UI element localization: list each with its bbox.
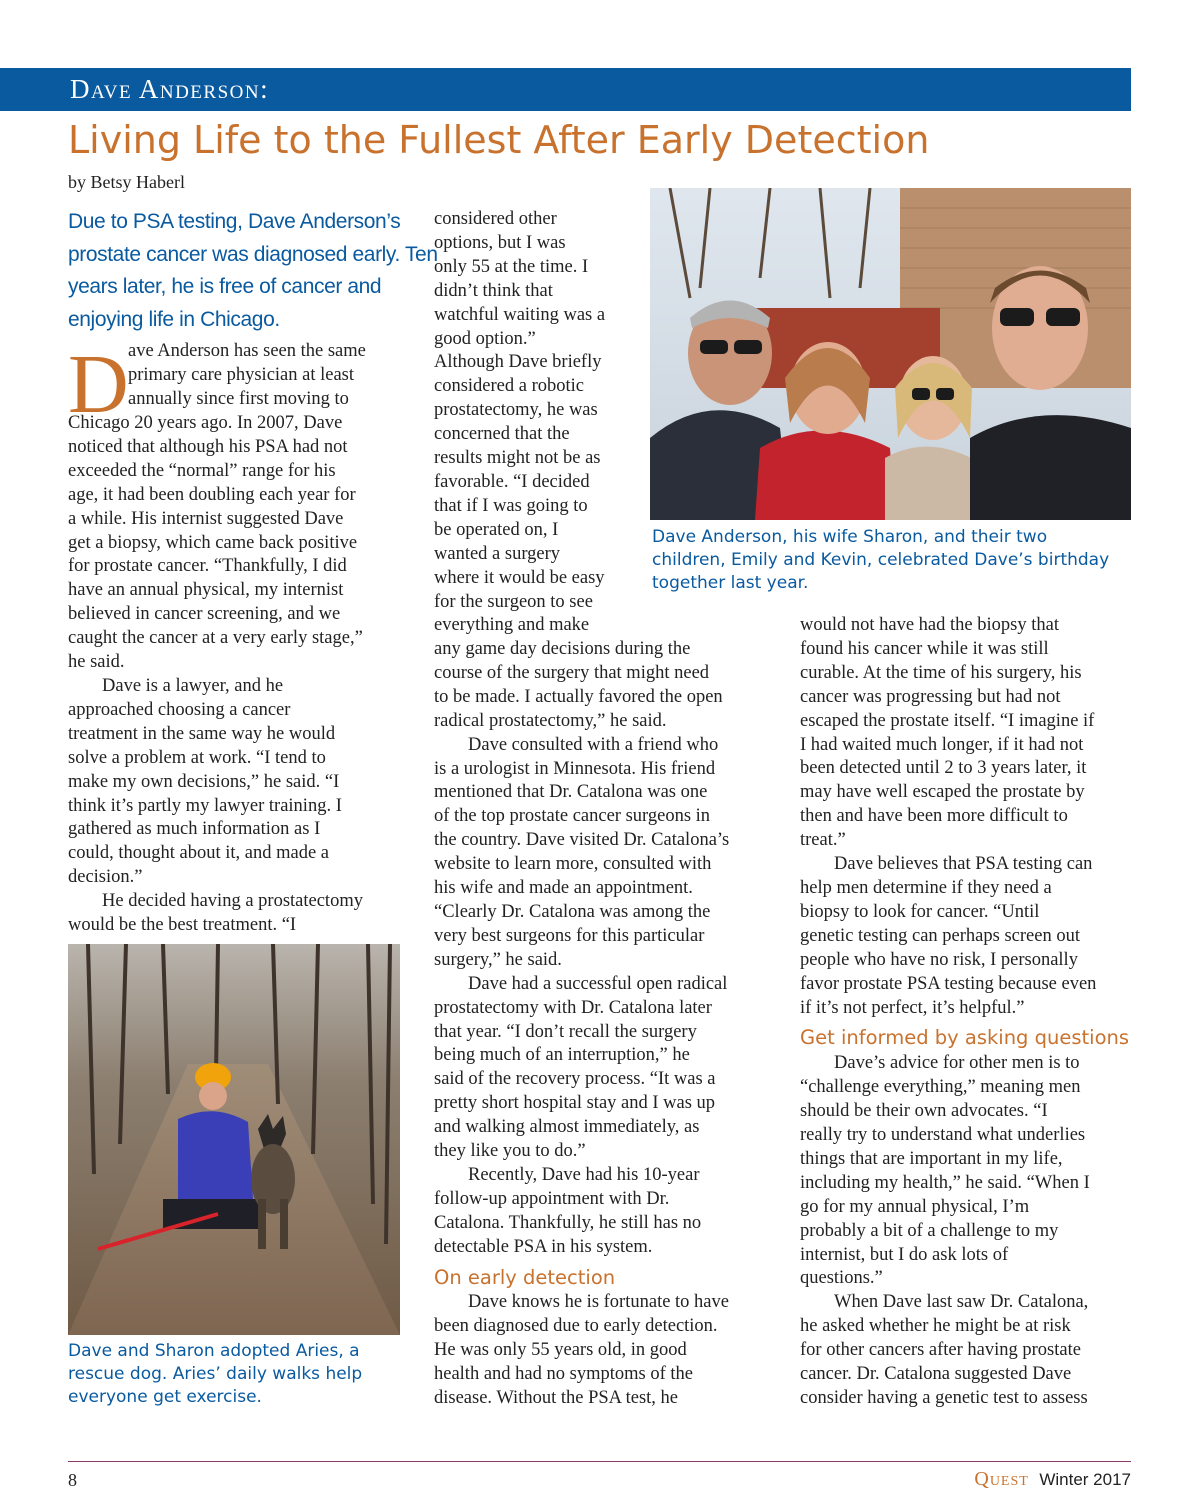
text-line: “Clearly Dr. Catalona was among the — [434, 901, 711, 922]
text-line: they like you to do.” — [434, 1141, 586, 1162]
caption-line: everyone get exercise. — [68, 1387, 262, 1407]
text-line: only 55 at the time. I — [434, 256, 589, 277]
text-line: curable. At the time of his surgery, his — [800, 662, 1082, 683]
section-title: Dave Anderson: — [70, 74, 270, 104]
text-line: escaped the prostate itself. “I imagine if — [800, 710, 1095, 731]
text-line: options, but I was — [434, 232, 566, 253]
byline: by Betsy Haberl — [68, 172, 185, 192]
text-line: any game day decisions during the — [434, 639, 691, 659]
text-line: would not have had the biopsy that — [800, 615, 1059, 635]
text-line: think it’s partly my lawyer training. I — [68, 795, 342, 816]
text-line: make my own decisions,” he said. “I — [68, 771, 340, 792]
text-line: considered other — [434, 209, 557, 229]
article-deck — [68, 206, 438, 336]
text-line: He decided having a prostatectomy — [102, 891, 363, 912]
text-line: could, thought about it, and made a — [68, 843, 329, 864]
text-line: to be made. I actually favored the open — [434, 686, 723, 707]
text-line: said of the recovery process. “It was a — [434, 1069, 716, 1090]
text-line: watchful waiting was a — [434, 304, 606, 325]
text-line: concerned that the — [434, 424, 570, 445]
text-line: wanted a surgery — [434, 543, 561, 564]
text-line: he asked whether he might be at risk — [800, 1316, 1071, 1337]
issue-info — [974, 1468, 1131, 1491]
text-line: health and had no symptoms of the — [434, 1364, 693, 1385]
text-line: detectable PSA in his system. — [434, 1236, 653, 1257]
text-line: Dave is a lawyer, and he — [102, 675, 284, 696]
text-line: Although Dave briefly — [434, 352, 602, 373]
text-line: I had waited much longer, if it had not — [800, 734, 1084, 755]
page-number: 8 — [68, 1470, 77, 1490]
text-line: Dave knows he is fortunate to have — [468, 1292, 729, 1313]
text-line: cancer. Dr. Catalona suggested Dave — [800, 1364, 1072, 1385]
text-line: results might not be as — [434, 448, 601, 469]
text-line: where it would be easy — [434, 567, 605, 588]
drop-cap: D — [68, 338, 129, 431]
text-line: caught the cancer at a very early stage,” — [68, 628, 363, 649]
text-line: When Dave last saw Dr. Catalona, — [834, 1292, 1089, 1313]
text-line: that year. “I don’t recall the surgery — [434, 1021, 697, 1042]
text-line: considered a robotic — [434, 376, 584, 397]
text-line: everything and make — [434, 615, 590, 636]
text-line: cancer was progressing but had not — [800, 686, 1061, 707]
text-line: the country. Dave visited Dr. Catalona’s — [434, 830, 730, 851]
text-line: that if I was going to — [434, 495, 588, 516]
text-line: He was only 55 years old, in good — [434, 1340, 687, 1361]
text-line: good option.” — [434, 328, 536, 349]
text-line: exceeded the “normal” range for his — [68, 460, 336, 481]
text-line: people who have no risk, I personally — [800, 949, 1078, 970]
text-line: mentioned that Dr. Catalona was one — [434, 782, 708, 803]
text-line: his wife and made an appointment. — [434, 878, 693, 899]
issue-date: Winter 2017 — [1039, 1470, 1131, 1489]
subhead-get-informed: Get informed by asking questions — [800, 1026, 1130, 1050]
text-line: would be the best treatment. “I — [68, 915, 297, 936]
text-line: noticed that although his PSA had not — [68, 436, 348, 457]
text-line: primary care physician at least — [128, 364, 355, 385]
text-line: for other cancers after having prostate — [800, 1340, 1081, 1361]
magazine-name: Quest — [974, 1468, 1029, 1490]
article-headline: Living Life to the Fullest After Early Detection — [68, 118, 930, 162]
column-3-body — [800, 614, 1131, 1411]
text-line: Chicago 20 years ago. In 2007, Dave — [68, 413, 343, 433]
text-line: Dave’s advice for other men is to — [834, 1053, 1080, 1074]
text-line: help men determine if they need a — [800, 877, 1052, 898]
text-line: Recently, Dave had his 10-year — [468, 1164, 700, 1185]
text-line: then and have been more difficult to — [800, 806, 1068, 827]
text-line: decision.” — [68, 867, 143, 888]
text-line: treat.” — [800, 830, 846, 851]
text-line: including my health,” he said. “When I — [800, 1172, 1090, 1193]
caption-line: Dave Anderson, his wife Sharon, and their two — [652, 527, 1048, 547]
text-line: have an annual physical, my internist — [68, 580, 344, 601]
text-line: follow-up appointment with Dr. — [434, 1188, 670, 1209]
text-line: radical prostatectomy,” he said. — [434, 710, 667, 731]
text-line: get a biopsy, which came back positive — [68, 532, 358, 553]
deck-line: Due to PSA testing, Dave Anderson’s — [68, 210, 401, 233]
text-line: treatment in the same way he would — [68, 723, 336, 744]
text-line: solve a problem at work. “I tend to — [68, 747, 326, 768]
text-line: of the top prostate cancer surgeons in — [434, 806, 711, 827]
text-line: is a urologist in Minnesota. His friend — [434, 758, 716, 779]
text-line: didn’t think that — [434, 280, 553, 301]
text-line: biopsy to look for cancer. “Until — [800, 901, 1040, 922]
family-photo-caption — [652, 526, 1131, 595]
text-line: questions.” — [800, 1268, 883, 1289]
text-line: should be their own advocates. “I — [800, 1101, 1048, 1122]
text-line: things that are important in my life, — [800, 1148, 1063, 1169]
text-line: and walking almost immediately, as — [434, 1117, 700, 1138]
text-line: course of the surgery that might need — [434, 662, 710, 683]
text-line: Dave consulted with a friend who — [468, 734, 719, 755]
text-line: favorable. “I decided — [434, 471, 590, 492]
text-line: consider having a genetic test to assess — [800, 1388, 1088, 1408]
text-line: if it’s not perfect, it’s helpful.” — [800, 997, 1025, 1018]
column-2-body — [434, 638, 774, 1411]
text-line: be operated on, I — [434, 519, 559, 540]
family-photo — [650, 188, 1131, 520]
text-line: website to learn more, consulted with — [434, 854, 712, 875]
text-line: ave Anderson has seen the same — [128, 341, 366, 361]
text-line: go for my annual physical, I’m — [800, 1196, 1030, 1217]
text-line: believed in cancer screening, and we — [68, 604, 341, 625]
caption-line: rescue dog. Aries’ daily walks help — [68, 1364, 363, 1384]
deck-line: years later, he is free of cancer and — [68, 275, 382, 298]
text-line: very best surgeons for this particular — [434, 925, 705, 946]
text-line: found his cancer while it was still — [800, 638, 1049, 659]
text-line: disease. Without the PSA test, he — [434, 1388, 679, 1409]
text-line: internist, but I do ask lots of — [800, 1244, 1009, 1265]
column-1-body — [68, 412, 418, 938]
text-line: for prostate cancer. “Thankfully, I did — [68, 556, 347, 577]
text-line: “challenge everything,” meaning men — [800, 1077, 1081, 1098]
text-line: being much of an interruption,” he — [434, 1045, 690, 1066]
text-line: really try to understand what underlies — [800, 1125, 1086, 1146]
text-line: age, it had been doubling each year for — [68, 484, 356, 505]
dog-walk-photo — [68, 944, 400, 1335]
text-line: pretty short hospital stay and I was up — [434, 1093, 716, 1114]
caption-line: Dave and Sharon adopted Aries, a — [68, 1341, 360, 1361]
column-2-narrow — [434, 208, 634, 638]
dog-walk-image — [68, 944, 400, 1335]
text-line: been diagnosed due to early detection. — [434, 1316, 718, 1337]
text-line: a while. His internist suggested Dave — [68, 508, 344, 529]
text-line: genetic testing can perhaps screen out — [800, 925, 1080, 946]
column-1-lead — [128, 340, 418, 412]
text-line: he said. — [68, 652, 125, 673]
subhead-early-detection: On early detection — [434, 1265, 616, 1289]
caption-line: children, Emily and Kevin, celebrated Dave’s birthday — [652, 550, 1110, 570]
text-line: annually since first moving to — [128, 388, 349, 409]
family-image — [650, 188, 1131, 520]
footer-divider — [68, 1461, 1131, 1462]
deck-line: prostate cancer was diagnosed early. Ten — [68, 242, 438, 266]
caption-line: together last year. — [652, 573, 809, 593]
text-line: prostatectomy, he was — [434, 400, 598, 421]
text-line: prostatectomy with Dr. Catalona later — [434, 997, 712, 1018]
text-line: surgery,” he said. — [434, 949, 562, 970]
text-line: approached choosing a cancer — [68, 699, 291, 720]
text-line: gathered as much information as I — [68, 819, 321, 840]
text-line: been detected until 2 to 3 years later, it — [800, 758, 1087, 779]
text-line: favor prostate PSA testing because even — [800, 973, 1097, 994]
text-line: for the surgeon to see — [434, 591, 593, 612]
section-banner — [0, 68, 1131, 111]
dog-photo-caption — [68, 1340, 408, 1409]
text-line: may have well escaped the prostate by — [800, 782, 1085, 803]
text-line: Dave had a successful open radical — [468, 973, 728, 994]
text-line: probably a bit of a challenge to my — [800, 1220, 1059, 1241]
text-line: Catalona. Thankfully, he still has no — [434, 1212, 702, 1233]
text-line: Dave believes that PSA testing can — [834, 854, 1093, 875]
deck-line: enjoying life in Chicago. — [68, 307, 280, 331]
